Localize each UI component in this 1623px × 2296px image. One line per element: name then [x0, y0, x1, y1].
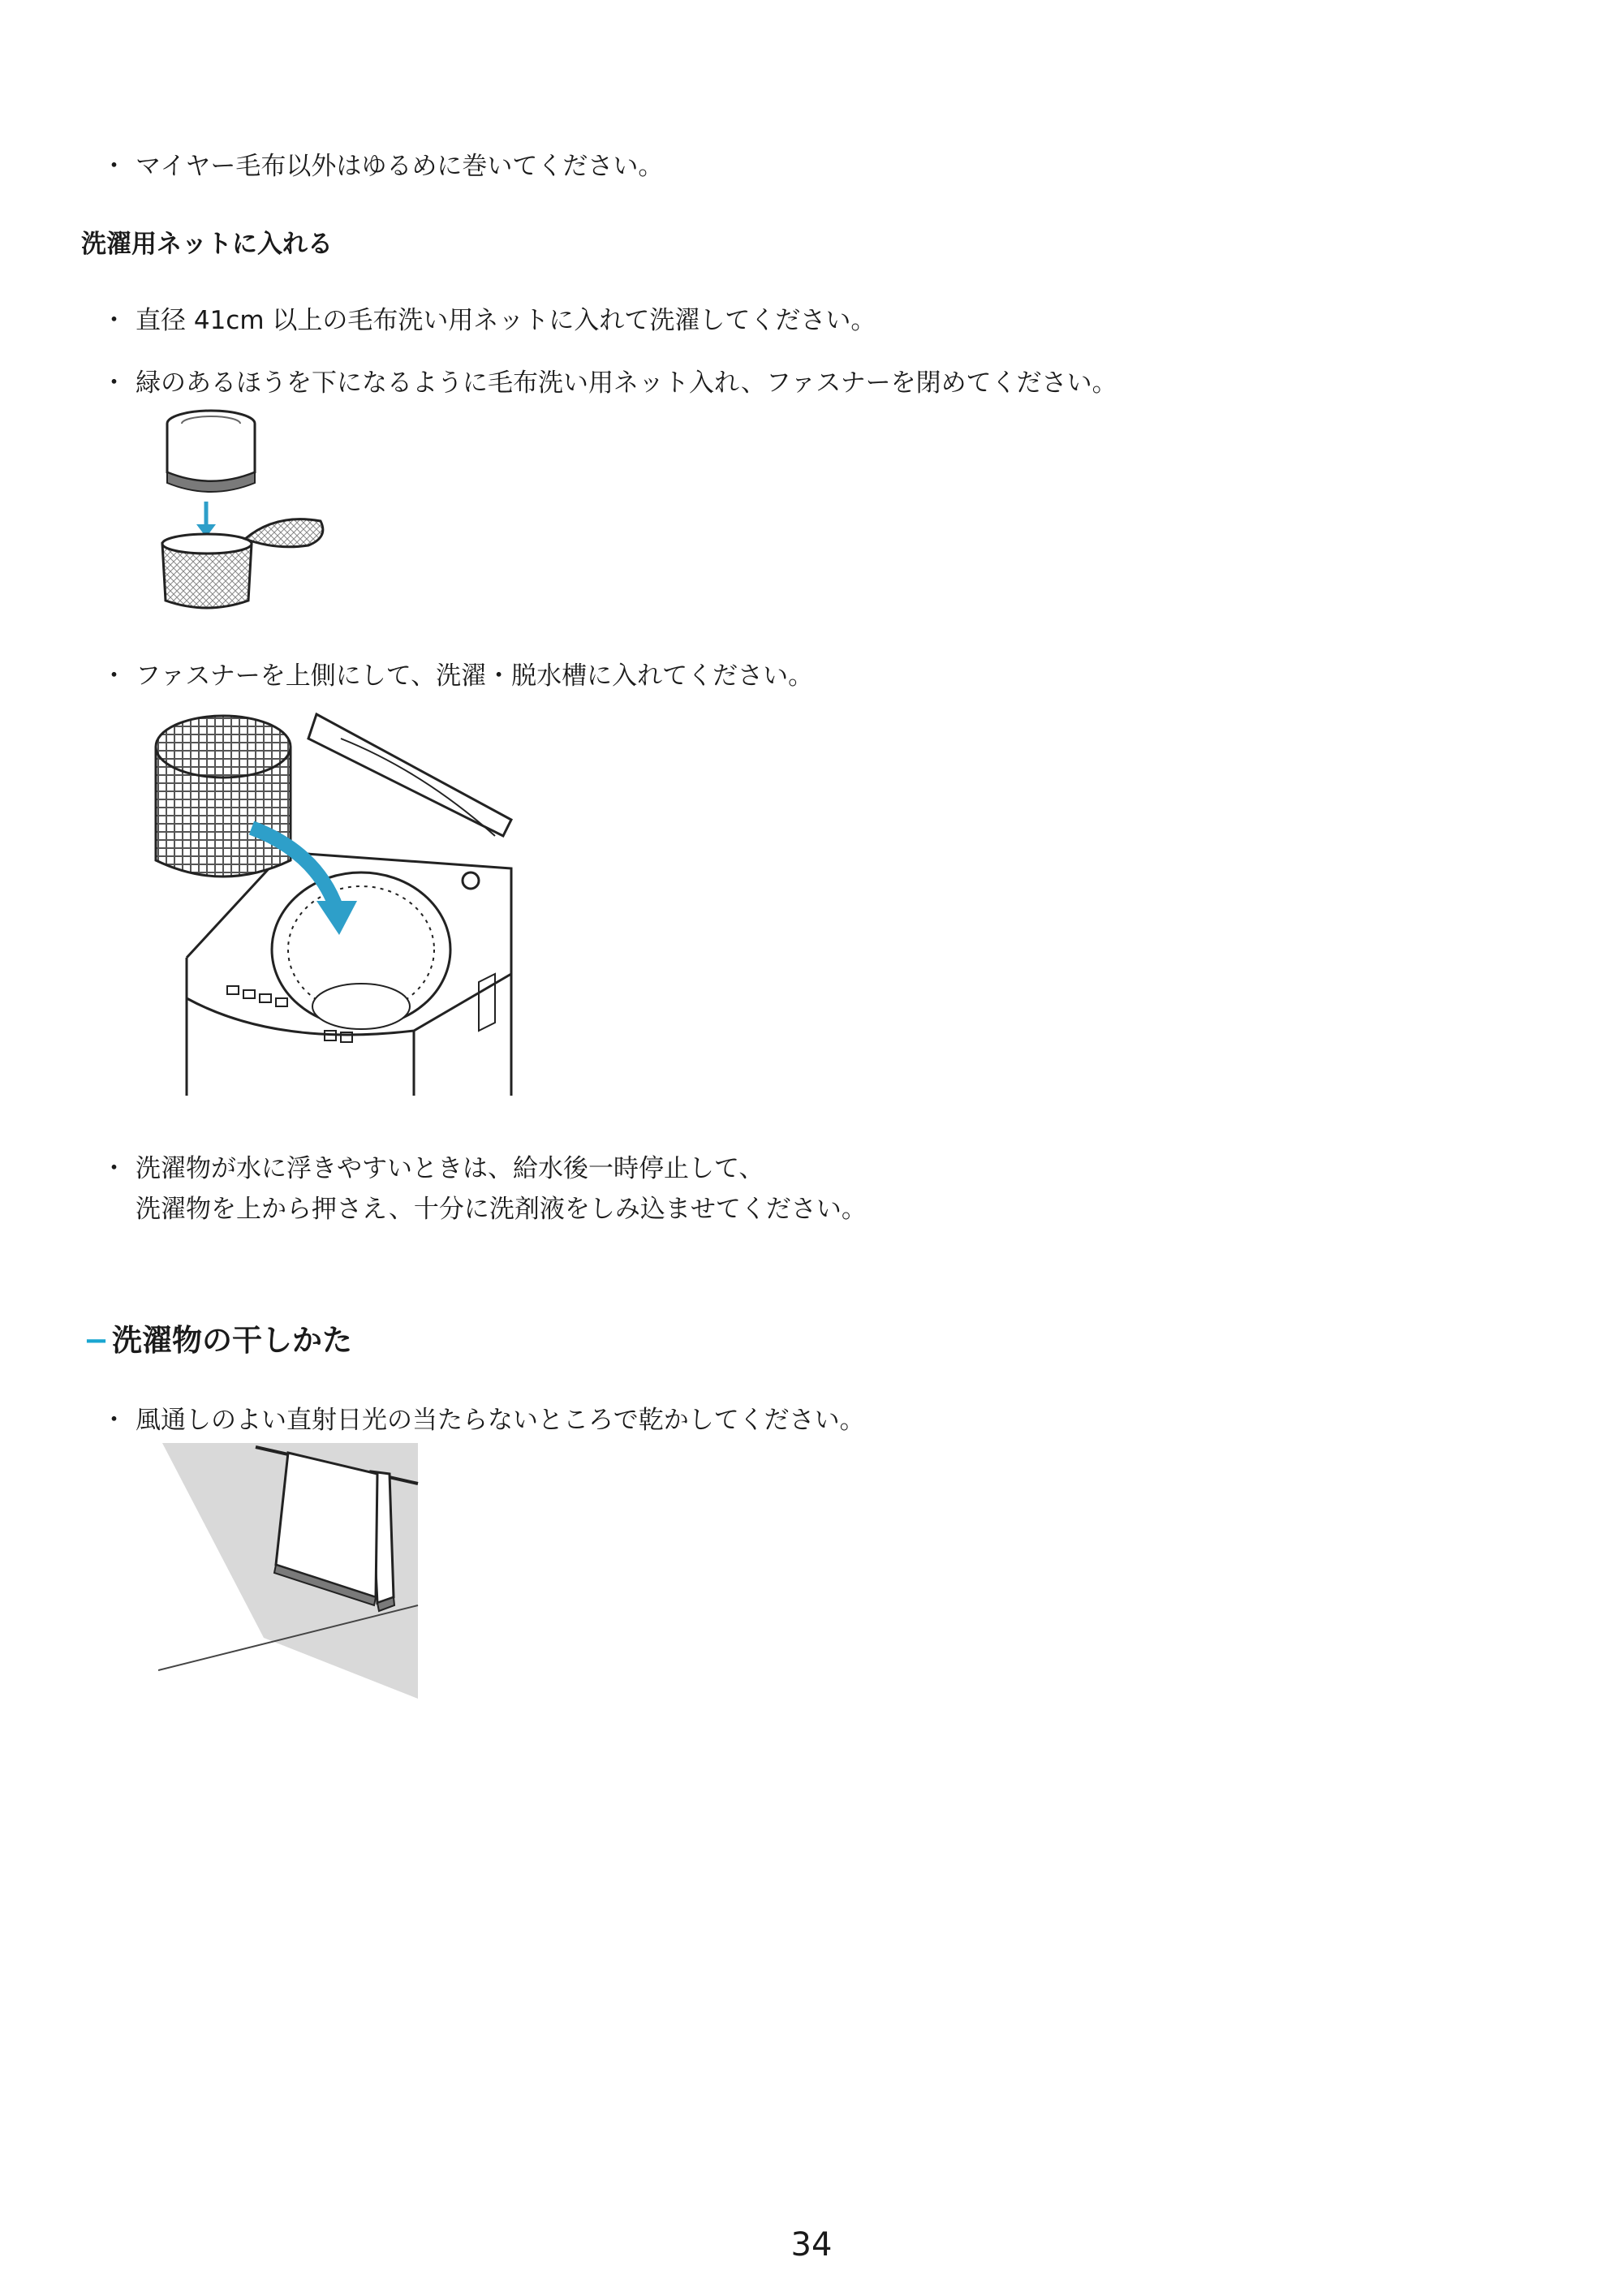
bullet-item [101, 1400, 865, 1441]
towel-drying-illustration [158, 1443, 426, 1699]
bullet-marker: ・ [101, 1406, 127, 1435]
bullet-text: 直径 41cm 以上の毛布洗い用ネットに入れて洗濯してください。 [136, 306, 876, 335]
bullet-text: 風通しのよい直射日光の当たらないところで乾かしてください。 [136, 1406, 865, 1435]
bullet-marker: ・ [101, 1154, 127, 1183]
section-title [84, 1318, 352, 1363]
bullet-text: ファスナーを上側にして、洗濯・脱水槽に入れてください。 [136, 661, 814, 691]
bullet-item [101, 1148, 867, 1230]
bullet-text: 緑のあるほうを下になるように毛布洗い用ネット入れ、ファスナーを閉めてください。 [136, 368, 1117, 398]
blanket-into-net-illustration [154, 406, 333, 617]
section-dash: − [84, 1323, 110, 1358]
bullet-item [101, 300, 876, 341]
bullet-item [101, 146, 663, 187]
bullet-text: マイヤー毛布以外はゆるめに巻いてください。 [136, 152, 664, 181]
bullet-text-line2: 洗濯物を上から押さえ、十分に洗剤液をしみ込ませてください。 [136, 1195, 867, 1224]
bullet-item [101, 363, 1117, 403]
bullet-marker: ・ [101, 152, 127, 181]
page-number: 34 [790, 2226, 833, 2264]
section-title-text: 洗濯物の干しかた [112, 1323, 353, 1358]
bullet-item [101, 656, 813, 696]
washing-machine-illustration [154, 706, 527, 1096]
bullet-marker: ・ [101, 661, 127, 691]
bullet-marker: ・ [101, 368, 127, 398]
bullet-text-line1: 洗濯物が水に浮きやすいときは、給水後一時停止して、 [136, 1154, 764, 1183]
subheading: 洗濯用ネットに入れる [81, 230, 333, 259]
bullet-marker: ・ [101, 306, 127, 335]
